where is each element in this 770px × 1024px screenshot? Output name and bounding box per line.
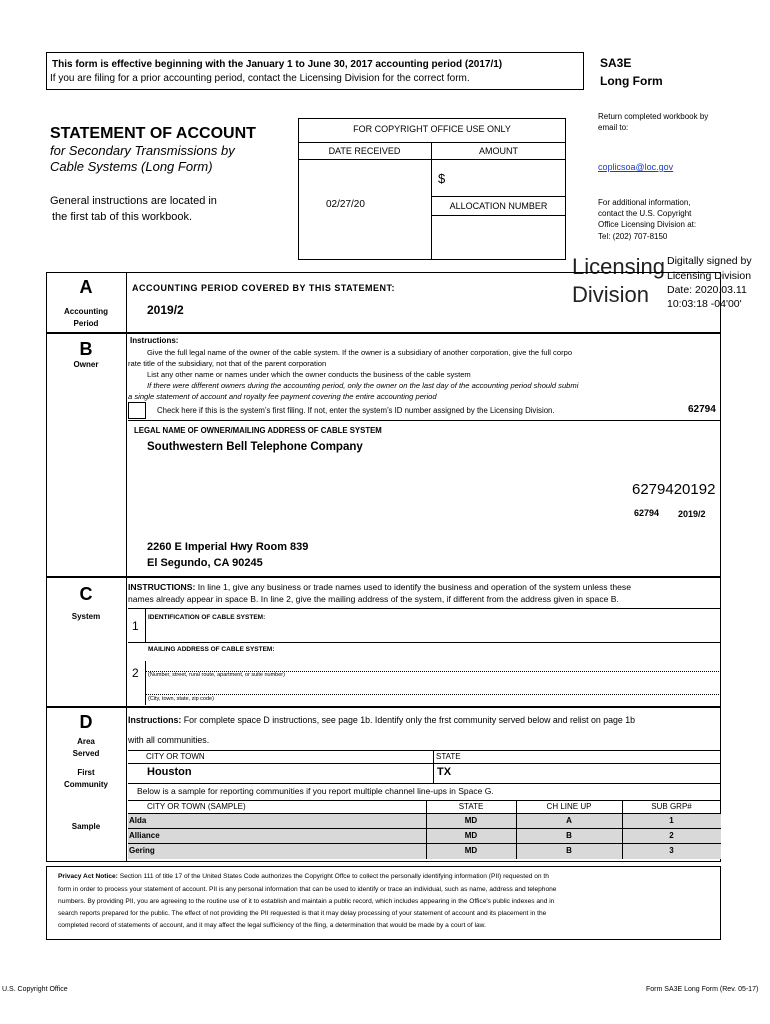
- mailing-city-hint: (City, town, state, zip code): [148, 696, 214, 702]
- signature-text-4: 10:03:18 -04'00': [667, 298, 742, 310]
- privacy-line-2: form in order to process your statement of account. PII is any personal information that can be used to identify or trace an individual, such as name, address and telephone: [58, 886, 557, 893]
- section-d-instructions-1: Instructions: For complete space D instructions, see page 1b. Identify only the frst community served below and relist on page 1b: [128, 715, 636, 725]
- general-instructions-1: General instructions are located in: [50, 195, 217, 207]
- table-cell: MD: [464, 816, 478, 825]
- form-name: Long Form: [600, 74, 663, 88]
- section-b-instruction-3: List any other name or names under which the owner conducts the business of the cable system: [147, 370, 471, 379]
- section-c-label: System: [71, 612, 101, 621]
- table-row: Gering: [129, 846, 155, 855]
- accounting-period-heading: ACCOUNTING PERIOD COVERED BY THIS STATEMENT:: [132, 283, 396, 293]
- contact-line-4: Tel: (202) 707-8150: [598, 232, 668, 241]
- general-instructions-2: the first tab of this workbook.: [52, 211, 193, 223]
- table-cell: 2: [669, 831, 674, 840]
- office-use-header: FOR COPYRIGHT OFFICE USE ONLY: [353, 124, 511, 134]
- system-id-number[interactable]: 62794: [688, 404, 716, 415]
- cable-system-id-field[interactable]: [700, 628, 720, 629]
- first-community-label-2: Community: [64, 780, 108, 789]
- notice-line-2: If you are filing for a prior accounting period, contact the Licensing Division for the correct form.: [50, 73, 470, 84]
- mailing-street-hint: (Number, street, rural route, apartment, or suite number): [148, 672, 285, 678]
- email-link[interactable]: coplicsoa@loc.gov: [598, 162, 674, 172]
- first-filing-checkbox[interactable]: [128, 402, 146, 419]
- section-b-letter: B: [79, 339, 93, 359]
- owner-heading: LEGAL NAME OF OWNER/MAILING ADDRESS OF CABLE SYSTEM: [134, 426, 382, 435]
- sample-label: Sample: [71, 822, 101, 831]
- city-value[interactable]: Houston: [147, 766, 192, 778]
- table-row: Alliance: [129, 831, 160, 840]
- section-d-label-1: Area: [77, 737, 95, 746]
- first-filing-text: Check here if this is the system’s first filing. If not, enter the system’s ID number assigned by the Licensing Division.: [157, 406, 555, 415]
- date-received-label: DATE RECEIVED: [328, 146, 401, 156]
- privacy-line-1: Privacy Act Notice: Section 111 of title 17 of the United States Code authorizes the Copyright Offce to collect the personally identifying information (PII) requested on th: [58, 873, 549, 880]
- cable-system-id-label: IDENTIFICATION OF CABLE SYSTEM:: [148, 614, 266, 621]
- sample-header-subgrp: SUB GRP#: [651, 802, 692, 811]
- page-title: STATEMENT OF ACCOUNT: [50, 125, 256, 142]
- section-a-label-1: Accounting: [64, 307, 108, 316]
- accounting-period-value[interactable]: 2019/2: [147, 303, 184, 317]
- line-2-number: 2: [132, 666, 139, 680]
- section-d-letter: D: [79, 712, 93, 732]
- footer-right: Form SA3E Long Form (Rev. 05-17): [646, 986, 759, 993]
- signature-word-division: Division: [572, 282, 650, 307]
- office-use-box: [298, 118, 566, 260]
- signature-text-2: Licensing Division: [667, 270, 752, 282]
- section-b-instruction-5: a single statement of account and royalty fee payment covering the entire accounting period: [128, 392, 437, 401]
- section-b-label: Owner: [73, 360, 99, 369]
- signature-text-1: Digitally signed by: [667, 255, 752, 267]
- signature-text-3: Date: 2020.03.11: [667, 284, 747, 296]
- mailing-address-label: MAILING ADDRESS OF CABLE SYSTEM:: [148, 646, 275, 653]
- sample-header-city: CITY OR TOWN (SAMPLE): [147, 802, 246, 811]
- section-b-instructions-title: Instructions:: [130, 336, 179, 345]
- return-line-2: email to:: [598, 123, 629, 132]
- contact-line-3: Office Licensing Division at:: [598, 220, 697, 229]
- mailing-city-field[interactable]: [146, 694, 721, 695]
- section-a-letter: A: [79, 277, 93, 297]
- date-received-value: 02/27/20: [326, 199, 365, 210]
- section-b-instruction-1: Give the full legal name of the owner of the cable system. If the owner is a subsidiary of another corporation, give the full corpo: [147, 348, 573, 357]
- line-1-number: 1: [132, 619, 139, 633]
- title-sub-2: Cable Systems (Long Form): [50, 159, 213, 174]
- section-c-letter: C: [79, 584, 93, 604]
- section-d-instructions-2: with all communities.: [128, 735, 210, 745]
- table-cell: MD: [464, 846, 478, 855]
- table-cell: 3: [669, 846, 674, 855]
- notice-line-1: This form is effective beginning with the January 1 to June 30, 2017 accounting period (2017/1): [52, 59, 503, 70]
- period-small: 2019/2: [678, 509, 706, 519]
- table-cell: B: [566, 831, 572, 840]
- owner-name[interactable]: Southwestern Bell Telephone Company: [147, 441, 363, 453]
- owner-address-line-1[interactable]: 2260 E Imperial Hwy Room 839: [147, 541, 309, 553]
- cable-system-id-small: 62794: [634, 508, 660, 518]
- title-sub-1: for Secondary Transmissions by: [50, 143, 235, 158]
- section-b-instruction-4: If there were different owners during the accounting period, only the owner on the last day of the accounting period should submi: [147, 381, 579, 390]
- signature-word-licensing: Licensing: [572, 254, 665, 279]
- table-cell: 1: [669, 816, 674, 825]
- section-a-label-2: Period: [73, 319, 99, 328]
- privacy-line-4: search reports prepared for the public. The effect of not providing the PII requested is that it may delay processing of your statement of account and its placement in the: [58, 910, 547, 917]
- return-line-1: Return completed workbook by: [598, 112, 709, 121]
- contact-line-1: For additional information,: [598, 198, 691, 207]
- footer-left: U.S. Copyright Office: [2, 986, 68, 993]
- section-c-instructions-2: names already appear in space B. In line 2, give the mailing address of the system, if different from the address given in space B.: [128, 594, 619, 604]
- form-code: SA3E: [600, 56, 632, 70]
- sample-intro: Below is a sample for reporting communities if you report multiple channel line-ups in Space G.: [137, 786, 494, 796]
- table-cell: A: [566, 816, 572, 825]
- table-cell: B: [566, 846, 572, 855]
- state-value[interactable]: TX: [437, 766, 452, 778]
- owner-address-line-2[interactable]: El Segundo, CA 90245: [147, 557, 263, 569]
- table-cell: MD: [464, 831, 478, 840]
- amount-label: AMOUNT: [479, 146, 518, 156]
- sample-header-lineup: CH LINE UP: [546, 802, 592, 811]
- section-c-instructions-1: INSTRUCTIONS: In line 1, give any business or trade names used to identify the business and operation of the system unless these: [128, 582, 632, 592]
- city-label: CITY OR TOWN: [146, 752, 205, 761]
- section-b-instruction-2: rate title of the subsidiary, not that of the parent corporation: [128, 359, 327, 368]
- table-row: Alda: [129, 816, 147, 825]
- section-d-label-2: Served: [72, 749, 100, 758]
- allocation-number-label: ALLOCATION NUMBER: [449, 201, 548, 211]
- first-community-label-1: First: [77, 768, 95, 777]
- sample-header-state: STATE: [458, 802, 484, 811]
- effective-notice-box: [46, 52, 584, 90]
- privacy-line-3: numbers. By providing PII, you are agreeing to the routine use of it to establish and maintain a public record, which includes appearing in the Office's public indexes and in: [58, 898, 555, 905]
- contact-line-2: contact the U.S. Copyright: [598, 209, 692, 218]
- state-label: STATE: [436, 752, 461, 761]
- cable-system-big-id: 6279420192: [632, 481, 716, 498]
- privacy-line-5: completed record of statements of account, and it may affect the legal sufficiency of the fling, a determination that would be made by a court of law.: [58, 922, 486, 929]
- amount-dollar-sign: $: [438, 171, 446, 186]
